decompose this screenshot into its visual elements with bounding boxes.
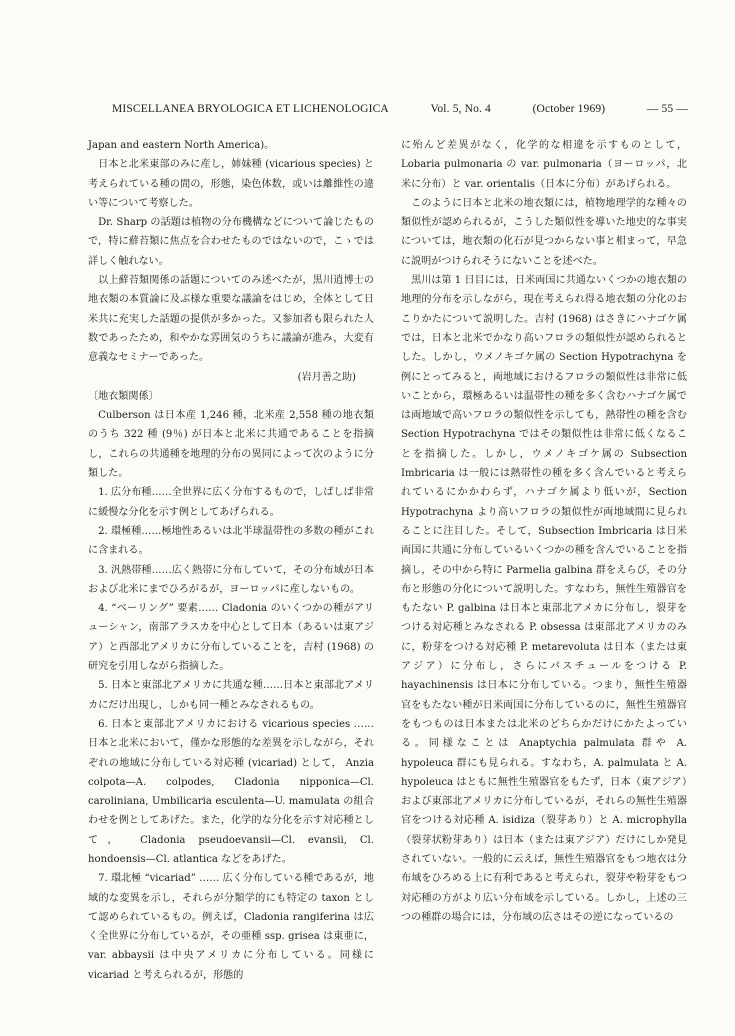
list-item: 1. 広分布種……全世界に広く分布するもので，しばしば非常に緩慢な分化を示す例としてあげられる。: [88, 487, 374, 518]
paragraph: このように日本と北米の地衣類には，植物地理学的な種々の類似性が認められるが，こうした類似性を導いた地史的な事実については，地衣類の化石が見つからない事と相まって，早急に説明がつけられそうにないことを述べた。: [401, 197, 687, 267]
list-item: 7. 環北極 “vicariad” …… 広く分布している種であるが，地域的な変異を示し，それらが分類学的にも特定の taxon として認められているもの。例えば，Cladonia rangiferina は広く全世界に分布しているが，その亜種 ssp. grisea は東亜に，var. abbaysii は中央アメリカに分布している。同様に vicariad と考えられるが，形態的: [88, 873, 374, 981]
issue-date: (October 1969): [532, 103, 606, 115]
right-column: [401, 136, 687, 927]
volume-issue: Vol. 5, No. 4: [430, 103, 491, 115]
list-item: 3. 汎熱帯種……広く熱帯に分布していて，その分布域が日本および北米にまでひろがるが，ヨーロッパに産しないもの。: [88, 564, 374, 595]
section-heading: 〔地衣類関係〕: [88, 390, 159, 402]
list-item: 4. “ベーリング” 要素…… Cladonia のいくつかの種がアリューシャン，南部アラスカを中心として日本（あるいは東アジア）と西部北アメリカに分布していることを，吉村 (1968) の研究を引用しながら指摘した。: [88, 603, 374, 673]
paragraph: Japan and eastern North America)。: [88, 140, 275, 151]
author-signature: (岩月善之助): [297, 371, 356, 383]
list-item: 6. 日本と東部北アメリカにおける vicarious species ……日本と北米において，僅かな形態的な差異を示しながら，それぞれの地域に分布している対応種 (vicariad) として， Anzia colpota—A. colpodes, Cladonia nipponica—Cl. caroliniana, Umbilicaria esculenta—U. mamulata の組合わせを例としてあげた。また，化学的な分化を示す対応種として， Cladonia pseudoevansii—Cl. evansii, Cl. hondoensis—Cl. atlantica などをあげた。: [88, 718, 374, 865]
running-header: [112, 103, 688, 115]
journal-title: MISCELLANEA BRYOLOGICA ET LICHENOLOGICA: [112, 103, 389, 115]
paragraph: 日本と北米東部のみに産し，姉妹種 (vicarious species) と考えられている種の間の，形態，染色体数，或いは離維性の違い等について考察した。: [88, 159, 374, 209]
paragraph: に殆んど差異がなく，化学的な相違を示すものとして，Lobaria pulmonaria の var. pulmonaria（ヨーロッパ，北米に分布）と var. orientalis（日本に分布）があげられる。: [401, 140, 687, 190]
paragraph: Culberson は日本産 1,246 種，北米産 2,558 種の地衣類のうち 322 種 (9％) が日本と北米に共通であることを指摘し，これらの共通種を地理的分布の異同によって次のように分類した。: [88, 410, 374, 480]
paragraph: 以上蘚苔類関係の話題についてのみ述べたが，黒川逍博士の地衣類の本質論に及ぶ様な重要な議論をはじめ，全体として日米共に充実した話題の提供が多かった。又参加者も限られた人数であったため，和やかな雰囲気のうちに議論が進み，大変有意義なセミナーであった。: [88, 275, 374, 364]
paragraph: 黒川は第 1 日目には，日米両国に共通ないくつかの地衣類の地理的分布を示しながら，現在考えられ得る地衣類の分化のおこりかたについて説明した。吉村 (1968) はさきにハナゴケ属では，日本と北米でかなり高いフロラの類似性が認められるとした。しかし，ウメノキゴケ属の Section Hypotrachyna を例にとってみると，両地域におけるフロラの類似性は非常に低いことから，環極あるいは温帯性の種を多く含むハナゴケ属では両地域で高いフロラの類似性を示しても，熱帯性の種を含む Section Hypotrachyna ではその類似性は非常に低くなることを指摘した。しかし，ウメノキゴケ属の Subsection Imbricaria は一般には熱帯性の種を多く含んでいると考えられているにかかわらず，ハナゴケ属より低いが，Section Hypotrachyna より高いフロラの類似性が両地域間に見られることに注目した。そして，Subsection Imbricaria は日米両国に共通に分布しているいくつかの種を含んでいることを指摘し，その中から特に Parmelia galbina 群をえらび，その分布と形態の分化について説明した。すなわち，無性生殖器官をもたない P. galbina は日本と東部北アメカに分布し，裂芽をつける対応種とみなされる P. obsessa は東部北アメリカのみに，粉芽をつける対応種 P. metarevoluta は日本（または東アジア）に分布し，さらにパスチュールをつける P. hayachinensis は日本に分布している。つまり，無性生殖器官をもたない種が日米両国に分布しているのに，無性生殖器官をもつものは日本または北米のどちらかだけにかたよっている。同様なことは Anaptychia palmulata 群や A. hypoleuca 群にも見られる。すなわち，A. palmulata と A. hypoleuca はともに無性生殖器官をもたず，日本（東アジア）および東部北アメリカに分布しているが，それらの無性生殖器官をつける対応種 A. isidiza（裂芽あり）と A. microphylla（裂芽状粉芽あり）は日本（または東アジア）だけにしか発見されていない。一般的に云えば，無性生殖器官をもつ地衣は分布域をひろめる上に有利であると考えられ，裂芽や粉芽をもつ対応種の方がより広い分布域を示している。しかし，上述の三つの種群の場合には，分布域の広さはその逆になっているの: [401, 275, 687, 923]
list-item: 2. 環極種……極地性あるいは北半球温帯性の多数の種がこれに含まれる。: [88, 525, 374, 557]
left-column: [88, 136, 374, 985]
page-number: — 55 —: [646, 103, 688, 115]
list-item: 5. 日本と東部北アメリカに共通な種……日本と東部北アメリカにだけ出現し，しかも同一種とみなされるもの。: [88, 680, 374, 711]
paragraph: Dr. Sharp の話題は植物の分布機構などについて論じたもので，特に蘚苔類に焦点を合わせたものではないので，こゝでは詳しく触れない。: [88, 217, 374, 267]
